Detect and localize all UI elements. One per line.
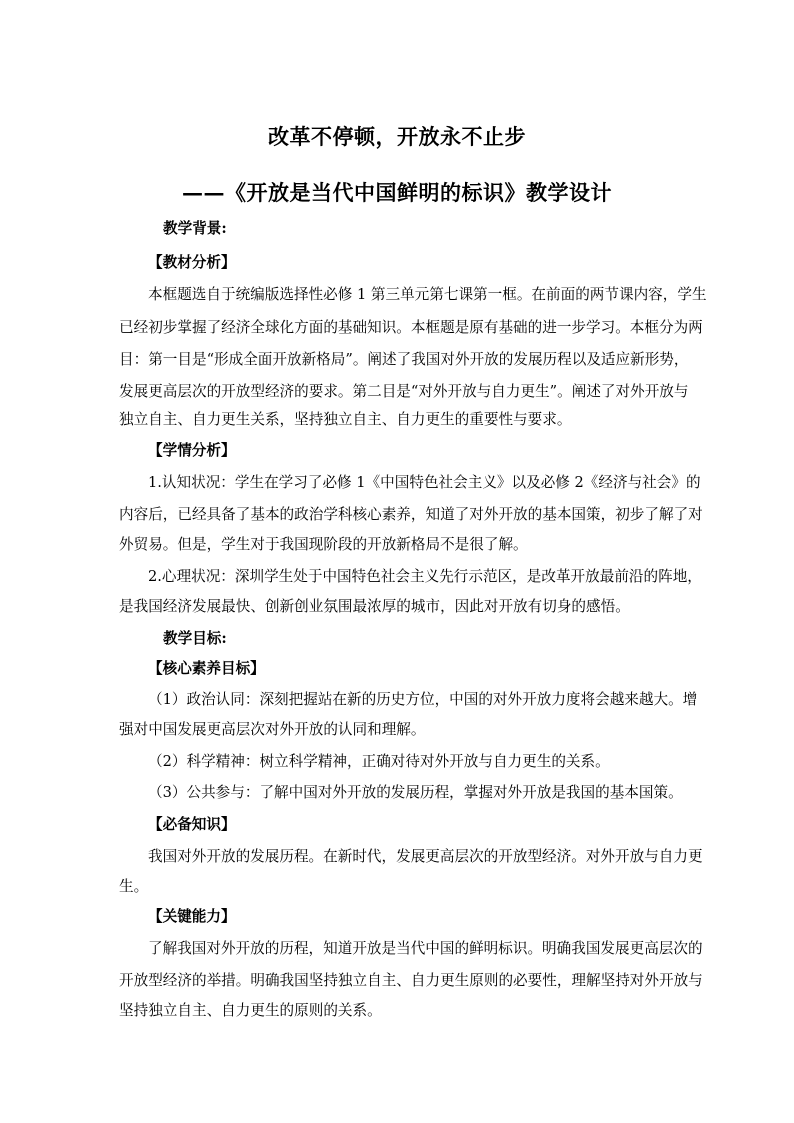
- paragraph-line: 独立自主、自力更生关系，坚持独立自主、自力更生的重要性与要求。: [119, 411, 572, 428]
- paragraph-line: 开放型经济的举措。明确我国坚持独立自主、自力更生原则的必要性，理解坚持对外开放与: [119, 972, 703, 989]
- document-subtitle: ——《开放是当代中国鲜明的标识》教学设计: [182, 180, 612, 205]
- paragraph-line: 1.认知状况：学生在学习了必修 1《中国特色社会主义》以及必修 2《经济与社会》的: [148, 474, 701, 491]
- paragraph-line: 已经初步掌握了经济全球化方面的基础知识。本框题是原有基础的进一步学习。本框分为两: [119, 319, 703, 336]
- paragraph-line: （2）科学精神：树立科学精神，正确对待对外开放与自力更生的关系。: [148, 753, 610, 770]
- paragraph-line: 生。: [119, 878, 149, 895]
- paragraph-line: 外贸易。但是，学生对于我国现阶段的开放新格局不是很了解。: [119, 536, 528, 553]
- paragraph-line: 目：第一目是“形成全面开放新格局”。阐述了我国对外开放的发展历程以及适应新形势，: [119, 351, 689, 368]
- paragraph-line: 了解我国对外开放的历程，知道开放是当代中国的鲜明标识。明确我国发展更高层次的: [148, 940, 703, 957]
- paragraph-line: 内容后，已经具备了基本的政治学科核心素养，知道了对外开放的基本国策，初步了解了对: [119, 506, 703, 523]
- paragraph-line: 2.心理状况：深圳学生处于中国特色社会主义先行示范区，是改革开放最前沿的阵地，: [148, 568, 702, 585]
- section-heading-teaching-background: 教学背景:: [163, 220, 227, 237]
- subheading-essential-knowledge: 【必备知识】: [148, 816, 236, 833]
- paragraph-line: 本框题选自于统编版选择性必修 1 第三单元第七课第一框。在前面的两节课内容，学生: [148, 286, 707, 303]
- section-heading-teaching-objectives: 教学目标:: [163, 630, 227, 647]
- paragraph-line: 强对中国发展更高层次对外开放的认同和理解。: [119, 721, 426, 738]
- document-title: 改革不停顿，开放永不止步: [268, 124, 526, 149]
- subheading-core-literacy-goals: 【核心素养目标】: [148, 660, 265, 677]
- paragraph-line: 发展更高层次的开放型经济的要求。第二目是“对外开放与自力更生”。阐述了对外开放与: [119, 383, 689, 400]
- subheading-textbook-analysis: 【教材分析】: [148, 254, 236, 271]
- paragraph-line: 坚持独立自主、自力更生的原则的关系。: [119, 1002, 382, 1019]
- paragraph-line: 是我国经济发展最快、创新创业氛围最浓厚的城市，因此对开放有切身的感悟。: [119, 598, 630, 615]
- paragraph-line: 我国对外开放的发展历程。在新时代，发展更高层次的开放型经济。对外开放与自力更: [148, 848, 703, 865]
- subheading-learner-analysis: 【学情分析】: [148, 442, 236, 459]
- subheading-key-abilities: 【关键能力】: [148, 908, 236, 925]
- paragraph-line: （3）公共参与：了解中国对外开放的发展历程，掌握对外开放是我国的基本国策。: [148, 784, 683, 801]
- paragraph-line: （1）政治认同：深刻把握站在新的历史方位，中国的对外开放力度将会越来越大。增: [148, 691, 698, 708]
